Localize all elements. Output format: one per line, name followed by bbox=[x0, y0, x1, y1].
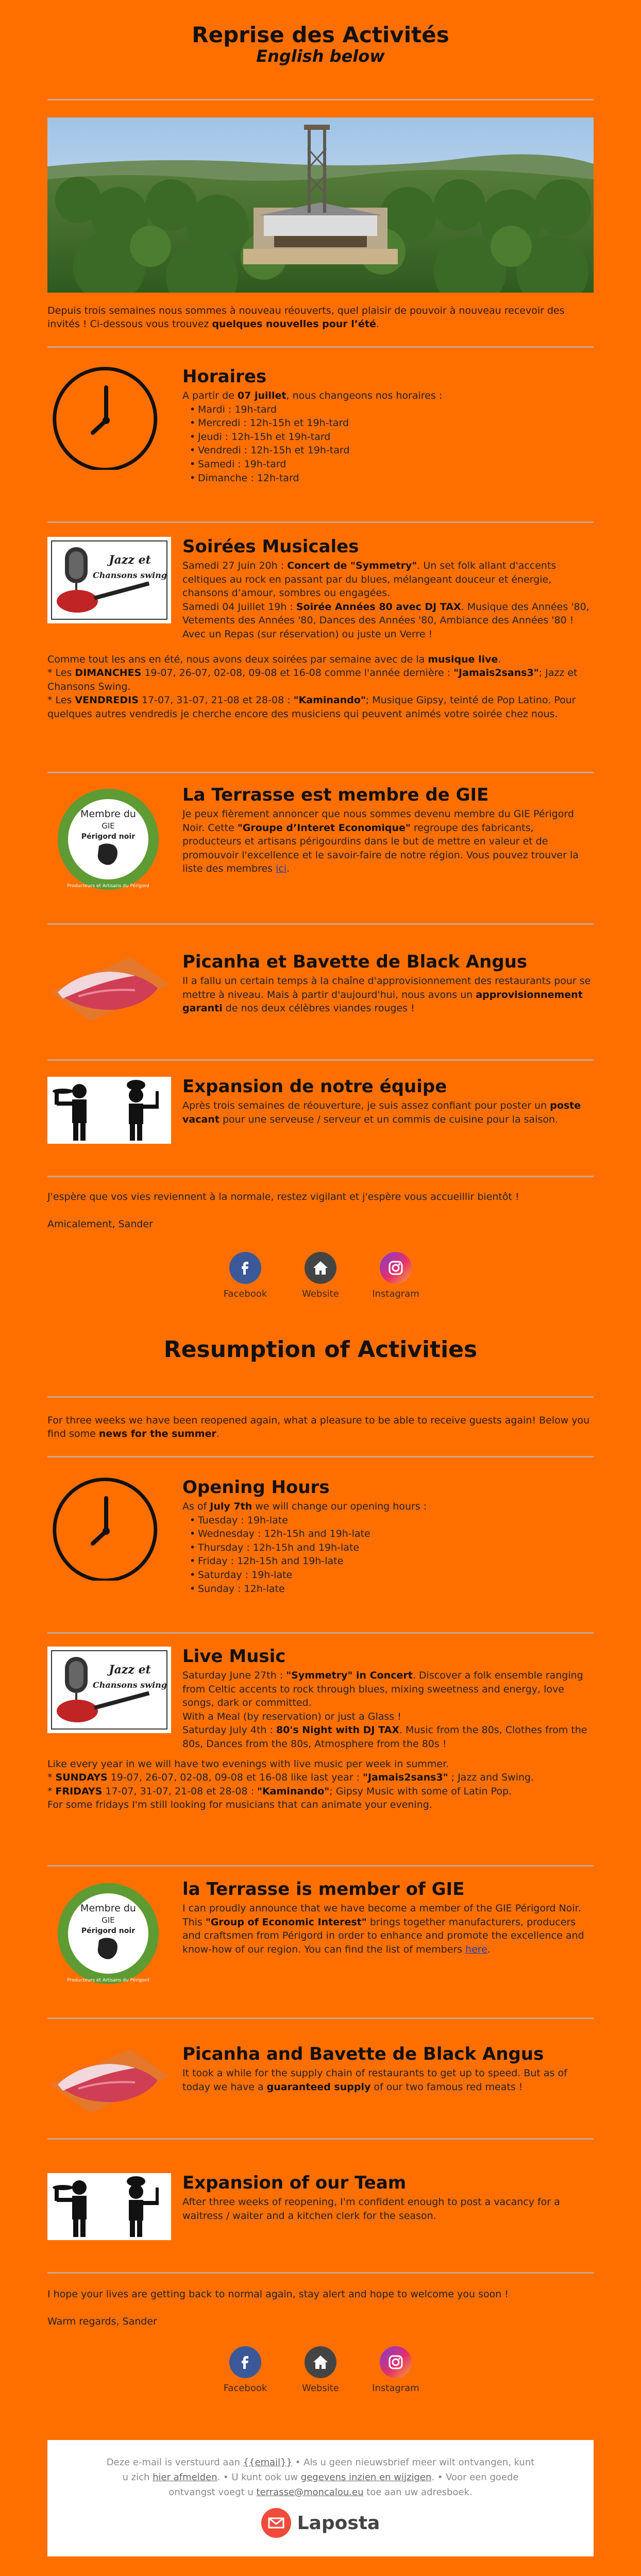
social-links bbox=[0, 1252, 641, 1301]
footer-line-2: u zich hier afmelden. • U kunt ook uw gegevens inzien en wijzigen. • Voor een goede bbox=[122, 2471, 519, 2483]
hours-lead-en: As of July 7th we will change our opening hours : bbox=[182, 1501, 427, 1513]
list-item: • Tuesday : 19h-late bbox=[190, 1514, 594, 1528]
gie-text-en: I can proudly announce that we have become a member of the GIE Périgord Noir. This "Group of Economic Interest" brings together manufacturers, producers and craftsmen from Périgord in order to enhance and promote the excellence and know-how of our region. You can find the list of members here. bbox=[182, 1903, 584, 1955]
list-item: • Jeudi : 12h-15h et 19h-tard bbox=[190, 430, 594, 444]
list-item: • Mardi : 19h-tard bbox=[190, 403, 594, 417]
meat-section-en bbox=[47, 2044, 594, 2120]
music-text-1: Samedi 27 Juin 20h : Concert de "Symmetry". Un set folk allant d'accents celtiques au rock en passant par du blues, mélangeant douceur et énergie, chansons d’amour, sombres ou engagées. bbox=[182, 560, 556, 599]
unsubscribe-link[interactable]: hier afmelden bbox=[153, 2471, 217, 2483]
divider bbox=[47, 1176, 594, 1177]
signature-en: Warm regards, Sander bbox=[47, 2315, 157, 2327]
gie-section-en bbox=[47, 1879, 594, 1991]
team-title: Expansion de notre équipe bbox=[182, 1076, 447, 1097]
list-item: • Thursday : 12h-15h and 19h-late bbox=[190, 1541, 594, 1555]
waiter-chef-icon bbox=[47, 2173, 171, 2240]
list-item: • Vendredi : 12h-15h et 19h-tard bbox=[190, 444, 594, 457]
divider bbox=[47, 1865, 594, 1867]
clock-icon bbox=[47, 1478, 171, 1581]
music-text-2: Samedi 04 Juillet 19h : Soirée Années 80 avec DJ TAX. Musique des Années '80, Vetements des Années '80, Dances des Années '80, Ambiance des Années '80 ! Avec un Repas (sur réservation) ou juste un Verre ! bbox=[182, 601, 589, 640]
svg-text:Membre du: Membre du bbox=[80, 808, 136, 820]
music-text-3: Comme tout les ans en été, nous avons deux soirées par semaine avec de la musique live. * Les DIMANCHES 19-07, 26-07, 02-08, 09-08 et 16-08 comme l'année dernière : "Jamais2sans3"; Jazz et Chansons Swing. * Les VENDREDIS 17-07, 31-07, 21-08 et 28-08 : "Kaminando"; Musique Gipsy, teinté de Pop Latino. Pour quelques autres vendredis je cherche encore des musiciens qui peuvent animés votre soirée chez nous. bbox=[47, 653, 578, 720]
instagram-link[interactable]: Instagram bbox=[370, 1252, 421, 1301]
meat-title-en: Picanha and Bavette de Black Angus bbox=[182, 2044, 544, 2064]
svg-text:Chansons swing: Chansons swing bbox=[93, 570, 167, 580]
instagram-icon[interactable] bbox=[380, 2346, 412, 2378]
music-title-en: Live Music bbox=[182, 1646, 286, 1667]
music-text-en-2: With a Meal (by reservation) or just a Glass ! Saturday July 4th : 80's Night with DJ TAX. Music from the 80s, Clothes from the 80s, Dances from the 80s, Atmosphere from the 80s ! bbox=[182, 1710, 587, 1750]
music-section-en bbox=[47, 1647, 594, 1751]
footer-line-1: Deze e-mail is verstuurd aan {{email}} • Als u geen nieuwsbrief meer wilt ontvangen, kunt bbox=[106, 2457, 535, 2468]
list-item: • Samedi : 19h-tard bbox=[190, 457, 594, 471]
hours-section-en bbox=[47, 1478, 594, 1596]
facebook-icon[interactable] bbox=[229, 1252, 261, 1284]
hours-title-en: Opening Hours bbox=[182, 1477, 330, 1498]
meat-title: Picanha et Bavette de Black Angus bbox=[182, 952, 528, 972]
music-text-en-3: Like every year in we will have two evenings with live music per week in summer. * SUNDAYS 19-07, 26-07, 02-08, 09-08 et 16-08 like last year : "Jamais2sans3" ; Jazz and Swing. * FRIDAYS 17-07, 31-07, 21-08 et 28-08 : "Kaminando"; Gipsy Music with some of Latin Pop. For some fridays I'm still looking for musicians that can animate your evening. bbox=[47, 1758, 534, 1811]
meat-text: Il a fallu un certain temps à la chaîne d'approvisionnement des restaurants pour se mettre à niveau. Mais à partir d'aujourd'hui, nous avons un approvisionnement garanti de nos deux célèbres viandes rouges ! bbox=[182, 975, 591, 1014]
divider bbox=[47, 1396, 594, 1398]
svg-text:Jazz et: Jazz et bbox=[109, 1663, 151, 1676]
waiter-chef-icon bbox=[47, 1077, 171, 1144]
svg-text:Producteurs et Artisans du Pér: Producteurs et Artisans du Périgord bbox=[67, 1978, 149, 1983]
gie-member-badge bbox=[47, 785, 171, 893]
gie-members-link-en[interactable]: here bbox=[465, 1943, 487, 1955]
divider bbox=[47, 346, 594, 348]
list-item: • Saturday : 19h-late bbox=[190, 1568, 594, 1582]
team-text-en: After three weeks of reopening, I'm confident enough to post a vacancy for a waitress / waiter and a kitchen clerk for the season. bbox=[182, 2196, 560, 2222]
svg-text:Chansons swing: Chansons swing bbox=[93, 1680, 167, 1690]
instagram-icon[interactable] bbox=[380, 1252, 412, 1284]
intro-text-en: For three weeks we have been reopened again, what a pleasure to be able to receive guests again! Below you find some news for the summer. bbox=[47, 1415, 590, 1440]
page-subtitle: English below bbox=[256, 46, 385, 66]
closing-text: J'espère que vos vies reviennent à la normale, restez vigilant et j'espère vous accueillir bientôt ! bbox=[47, 1191, 519, 1202]
list-item: • Mercredi : 12h-15h et 19h-tard bbox=[190, 416, 594, 430]
team-title-en: Expansion of our Team bbox=[182, 2173, 407, 2193]
footer-line-3: ontvangst voegt u terrasse@moncalou.eu toe aan uw adresboek. bbox=[168, 2486, 473, 2498]
team-section-en bbox=[47, 2173, 594, 2244]
divider bbox=[47, 99, 594, 100]
page-title: Reprise des Activités bbox=[192, 22, 449, 47]
hours-lead: A partir de 07 juillet, nous changeons nos horaires : bbox=[182, 390, 443, 402]
divider bbox=[47, 2138, 594, 2140]
divider bbox=[47, 1456, 594, 1458]
english-title: Resumption of Activities bbox=[163, 1336, 478, 1363]
facebook-link[interactable]: Facebook bbox=[220, 1252, 271, 1301]
list-item: • Dimanche : 12h-tard bbox=[190, 471, 594, 485]
facebook-link[interactable]: Facebook bbox=[220, 2346, 271, 2395]
manage-data-link[interactable]: gegevens inzien en wijzigen bbox=[300, 2471, 432, 2483]
hours-list bbox=[182, 403, 594, 485]
instagram-link[interactable]: Instagram bbox=[370, 2346, 421, 2395]
jazz-guitar-logo bbox=[47, 1647, 171, 1733]
clock-icon bbox=[47, 367, 171, 470]
team-text: Après trois semaines de réouverture, je suis assez confiant pour poster un poste vacant pour une serveuse / serveur et un commis de cuisine pour la saison. bbox=[182, 1100, 581, 1125]
svg-text:Périgord noir: Périgord noir bbox=[81, 1927, 136, 1935]
list-item: • Wednesday : 12h-15h and 19h-late bbox=[190, 1527, 594, 1541]
meat-image bbox=[47, 2044, 171, 2116]
laposta-icon bbox=[261, 2508, 291, 2538]
laposta-name: Laposta bbox=[297, 2512, 380, 2534]
divider bbox=[47, 923, 594, 925]
music-text-en-1: Saturday June 27th : "Symmetry" in Concert. Discover a folk ensemble ranging from Celtic accents to rock through blues, mixing sweetness and energy, love songs, dark or committed. bbox=[182, 1670, 583, 1709]
intro-text: Depuis trois semaines nous sommes à nouveau réouverts, quel plaisir de pouvoir à nouveau recevoir des invités ! Ci-dessous vous trouvez quelques nouvelles pour l’été. bbox=[47, 305, 565, 330]
svg-text:GIE: GIE bbox=[102, 821, 115, 831]
music-title: Soirées Musicales bbox=[182, 536, 359, 557]
gie-member-badge bbox=[47, 1879, 171, 1988]
divider bbox=[47, 772, 594, 773]
sender-email-link[interactable]: terrasse@moncalou.eu bbox=[256, 2486, 364, 2498]
gie-text: Je peux fièrement annoncer que nous sommes devenu membre du GIE Périgord Noir. Cette "Groupe d’Interet Economique" regroupe des fabricants, producteurs et artisans périgourdins dans le but de mettre en valeur et de promouvoir l'excellence et le savoir-faire de notre région. Vous pouvez trouver la liste des membres ici. bbox=[182, 808, 579, 875]
svg-text:Membre du: Membre du bbox=[80, 1903, 136, 1914]
divider bbox=[47, 521, 594, 523]
list-item: • Friday : 12h-15h and 19h-late bbox=[190, 1554, 594, 1568]
gie-title: La Terrasse est membre de GIE bbox=[182, 785, 489, 805]
meat-image bbox=[47, 952, 171, 1024]
jazz-guitar-logo bbox=[47, 537, 171, 623]
hours-title: Horaires bbox=[182, 366, 267, 387]
hero-landscape-image bbox=[47, 117, 594, 293]
divider bbox=[47, 1059, 594, 1061]
meat-text-en: It took a while for the supply chain of restaurants to get up to speed. But as of today we have a guaranteed supply of our two famous red meats ! bbox=[182, 2067, 567, 2093]
email-link[interactable]: {{email}} bbox=[243, 2457, 293, 2468]
meat-section bbox=[47, 952, 594, 1028]
divider bbox=[47, 2018, 594, 2019]
hours-list-en bbox=[182, 1514, 594, 1596]
laposta-logo[interactable] bbox=[78, 2508, 563, 2538]
team-section bbox=[47, 1077, 594, 1147]
gie-section bbox=[47, 785, 594, 897]
list-item: • Sunday : 12h-late bbox=[190, 1582, 594, 1596]
svg-text:GIE: GIE bbox=[102, 1916, 115, 1925]
hours-section bbox=[47, 367, 594, 485]
svg-text:Périgord noir: Périgord noir bbox=[81, 833, 136, 841]
social-links-en bbox=[0, 2346, 641, 2395]
svg-text:Producteurs et Artisans du Pér: Producteurs et Artisans du Périgord bbox=[67, 884, 149, 889]
gie-members-link[interactable]: ici bbox=[276, 863, 287, 875]
closing-text-en: I hope your lives are getting back to normal again, stay alert and hope to welcome you soon ! bbox=[47, 2289, 509, 2300]
website-link[interactable]: Website bbox=[295, 2346, 346, 2395]
email-footer bbox=[47, 2440, 594, 2556]
svg-text:Jazz et: Jazz et bbox=[109, 553, 151, 567]
website-link[interactable]: Website bbox=[295, 1252, 346, 1301]
divider bbox=[47, 1632, 594, 1634]
home-icon[interactable] bbox=[305, 2346, 336, 2378]
divider bbox=[47, 2272, 594, 2274]
signature: Amicalement, Sander bbox=[47, 1218, 153, 1230]
home-icon[interactable] bbox=[305, 1252, 336, 1284]
facebook-icon[interactable] bbox=[229, 2346, 261, 2378]
music-section bbox=[47, 537, 594, 641]
gie-title-en: la Terrasse is member of GIE bbox=[182, 1879, 465, 1900]
